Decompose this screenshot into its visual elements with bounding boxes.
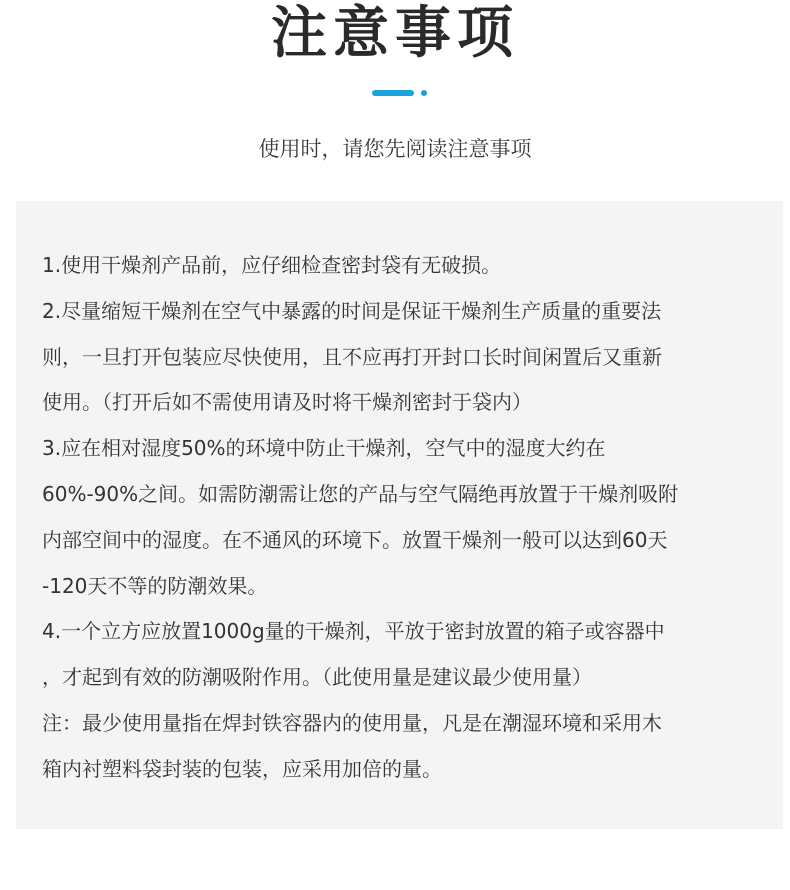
divider-dot — [421, 90, 427, 96]
notice-line: ，才起到有效的防潮吸附作用。（此使用量是建议最少使用量） — [42, 665, 592, 690]
notice-line: 60%-90%之间。如需防潮需让您的产品与空气隔绝再放置于干燥剂吸附 — [42, 481, 679, 506]
notice-line: 使用。（打开后如不需使用请及时将干燥剂密封于袋内） — [42, 390, 532, 415]
divider-bar — [372, 90, 414, 96]
notice-line: 内部空间中的湿度。在不通风的环境下。放置干燥剂一般可以达到60天 — [42, 527, 668, 552]
notice-line: 箱内衬塑料袋封装的包装，应采用加倍的量。 — [42, 756, 442, 781]
subtitle: 使用时，请您先阅读注意事项 — [258, 137, 532, 161]
notice-line: 注：最少使用量指在焊封铁容器内的使用量，凡是在潮湿环境和采用木 — [42, 710, 662, 735]
notice-line: 3.应在相对湿度50%的环境中防止干燥剂，空气中的湿度大约在 — [42, 436, 606, 461]
notice-line: 2.尽量缩短干燥剂在空气中暴露的时间是保证干燥剂生产质量的重要法 — [42, 298, 662, 323]
page-title: 注意事项 — [271, 1, 519, 66]
notice-line: 1.使用干燥剂产品前，应仔细检查密封袋有无破损。 — [42, 253, 502, 277]
notice-line: 则，一旦打开包装应尽快使用，且不应再打开封口长时间闲置后又重新 — [42, 344, 662, 369]
notice-content — [42, 243, 772, 793]
notice-line: -120天不等的防潮效果。 — [42, 573, 268, 598]
notice-line: 4.一个立方应放置1000g量的干燥剂，平放于密封放置的箱子或容器中 — [42, 619, 665, 644]
title-divider — [0, 90, 790, 96]
